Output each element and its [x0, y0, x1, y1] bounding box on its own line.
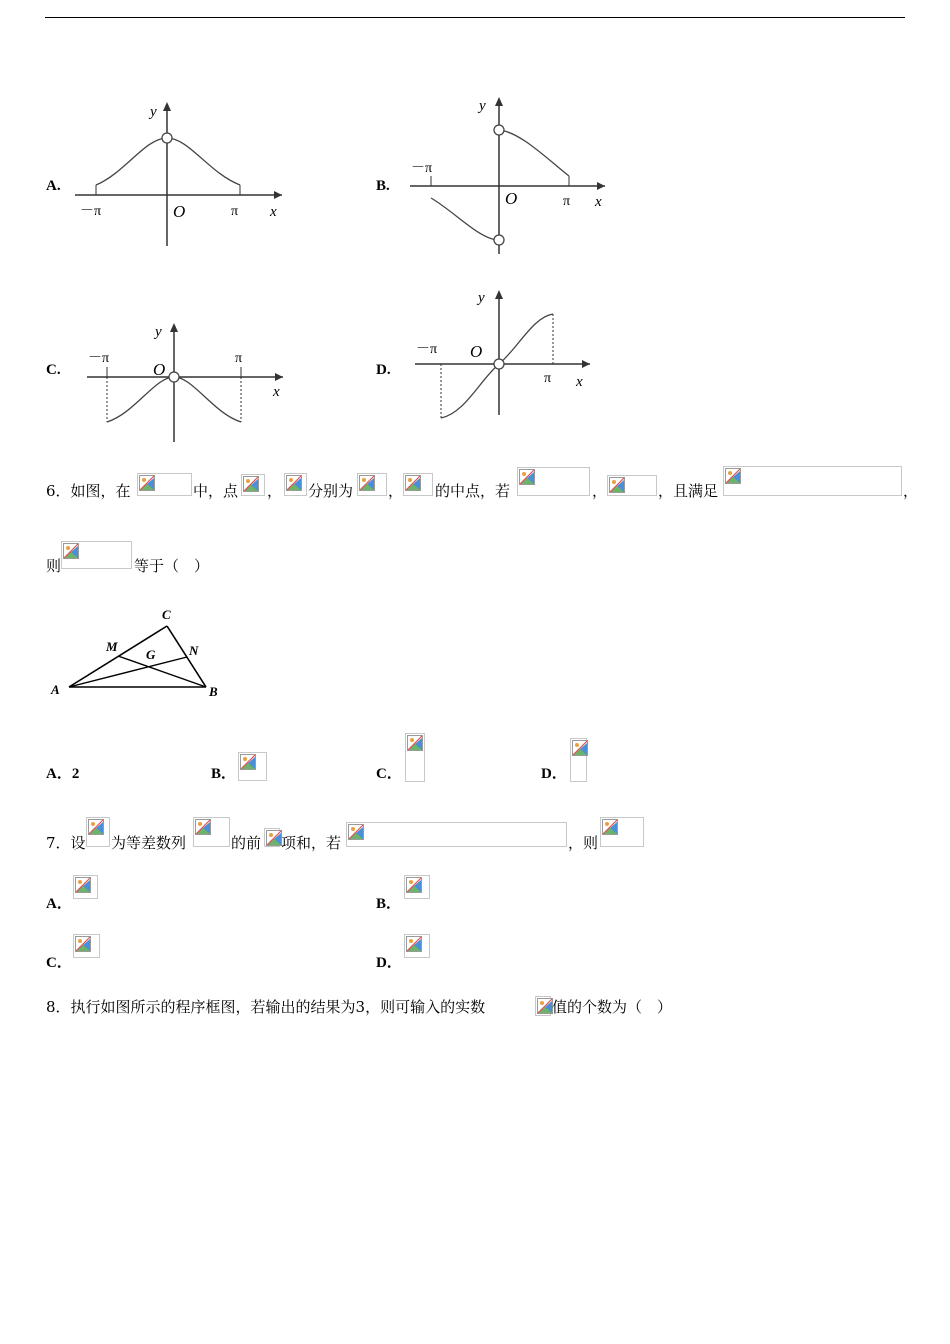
svg-text:π: π	[563, 194, 571, 209]
broken-image-glyph-icon	[243, 476, 259, 492]
option-b-label: B.	[376, 178, 390, 194]
svg-text:－π: －π	[411, 161, 433, 176]
svg-text:x: x	[273, 384, 280, 400]
option-d-label: D.	[376, 362, 391, 378]
svg-text:－π: －π	[416, 342, 438, 357]
broken-image-icon	[404, 875, 430, 899]
svg-text:A: A	[51, 682, 60, 697]
broken-image-glyph-icon	[88, 819, 104, 835]
broken-image-icon	[517, 467, 590, 496]
broken-image-icon	[61, 541, 132, 569]
svg-text:O: O	[153, 360, 166, 379]
broken-image-glyph-icon	[406, 936, 422, 952]
broken-image-icon	[403, 473, 433, 496]
y-axis-label: y	[150, 104, 157, 120]
graph-b	[405, 92, 615, 257]
broken-image-glyph-icon	[725, 468, 741, 484]
broken-image-icon	[723, 466, 902, 496]
svg-text:G: G	[146, 647, 156, 662]
broken-image-icon	[600, 817, 644, 847]
graph-d	[410, 285, 595, 425]
broken-image-icon	[570, 738, 587, 782]
broken-image-glyph-icon	[63, 543, 79, 559]
broken-image-icon	[238, 752, 267, 781]
broken-image-glyph-icon	[266, 830, 282, 846]
x-axis-label: x	[270, 204, 277, 220]
broken-image-icon	[86, 817, 110, 847]
broken-image-glyph-icon	[537, 998, 553, 1014]
triangle-figure	[45, 600, 230, 705]
graph-c	[85, 318, 295, 448]
svg-text:x: x	[576, 374, 583, 390]
broken-image-icon	[73, 875, 98, 899]
q6-option-c: C．	[376, 766, 402, 782]
svg-text:M: M	[106, 639, 118, 654]
broken-image-icon	[137, 473, 192, 496]
broken-image-icon	[73, 934, 100, 958]
q6-text-1: 6．如图，在	[46, 482, 131, 500]
broken-image-glyph-icon	[405, 475, 421, 491]
broken-image-glyph-icon	[602, 819, 618, 835]
broken-image-icon	[284, 473, 307, 496]
pi-label: π	[231, 204, 239, 219]
option-a-label: A.	[46, 178, 61, 194]
broken-image-glyph-icon	[139, 475, 155, 491]
origin-label: O	[173, 202, 186, 221]
option-c-label: C.	[46, 362, 61, 378]
broken-image-icon	[535, 996, 551, 1016]
q6-option-b: B．	[211, 766, 237, 782]
broken-image-icon	[607, 475, 657, 496]
broken-image-glyph-icon	[75, 877, 91, 893]
broken-image-glyph-icon	[348, 824, 364, 840]
neg-pi-label: －π	[80, 204, 102, 219]
broken-image-icon	[405, 733, 425, 782]
svg-text:O: O	[470, 342, 483, 361]
broken-image-glyph-icon	[359, 475, 375, 491]
broken-image-glyph-icon	[75, 936, 91, 952]
svg-text:C: C	[162, 607, 171, 622]
svg-text:y: y	[479, 98, 486, 114]
broken-image-icon	[193, 817, 230, 847]
broken-image-glyph-icon	[407, 735, 423, 751]
svg-text:B: B	[209, 684, 218, 699]
broken-image-icon	[241, 474, 265, 496]
graph-a	[70, 98, 285, 248]
broken-image-icon	[346, 822, 567, 847]
q6-option-a: A．2	[46, 766, 80, 782]
svg-text:N: N	[189, 643, 199, 658]
svg-text:π: π	[235, 351, 243, 366]
broken-image-glyph-icon	[240, 754, 256, 770]
q6-option-d: D．	[541, 766, 567, 782]
broken-image-glyph-icon	[286, 475, 302, 491]
broken-image-glyph-icon	[572, 740, 588, 756]
svg-text:y: y	[155, 324, 162, 340]
broken-image-glyph-icon	[195, 819, 211, 835]
svg-text:π: π	[544, 371, 552, 386]
svg-text:－π: －π	[88, 351, 110, 366]
broken-image-icon	[357, 473, 387, 496]
broken-image-glyph-icon	[519, 469, 535, 485]
broken-image-glyph-icon	[609, 477, 625, 493]
svg-text:y: y	[478, 290, 485, 306]
broken-image-icon	[404, 934, 430, 958]
svg-text:x: x	[595, 194, 602, 210]
broken-image-glyph-icon	[406, 877, 422, 893]
header-rule	[45, 17, 905, 18]
svg-text:O: O	[505, 189, 518, 208]
broken-image-icon	[264, 828, 280, 847]
